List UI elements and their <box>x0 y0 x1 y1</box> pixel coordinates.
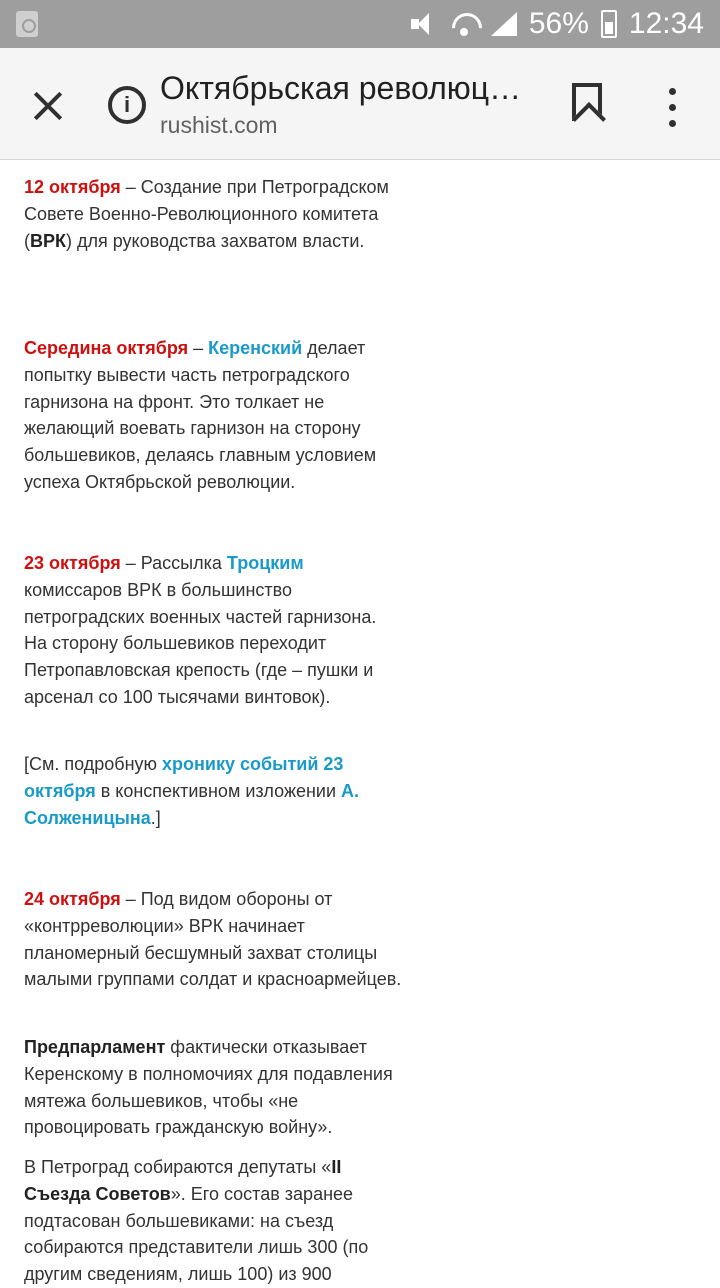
page-url: rushist.com <box>160 112 278 138</box>
page-title: Октябрьская революц… <box>160 70 522 106</box>
paragraph-text: ». Его состав заранее подтасован большевиками: на съезд собираются представители лишь 300 (по другим сведениям, лишь 100) из 900 <box>24 1183 369 1285</box>
preparliament-bold: Предпарламент <box>24 1037 166 1057</box>
paragraph-mid-october <box>24 335 404 496</box>
date-label: Середина октября <box>24 338 189 358</box>
paragraph-preparliament <box>24 1034 404 1141</box>
paragraph-text: – Создание при Петроградском Совете Военно-Революционного комитета ( <box>24 177 389 251</box>
paragraph-text: .] <box>150 807 161 828</box>
status-bar <box>0 0 720 48</box>
wifi-icon <box>449 10 479 38</box>
date-label: 23 октября <box>24 553 121 573</box>
paragraph-text: делает попытку вывести часть петроградского гарнизона на фронт. Это толкает не желающий воевать гарнизон на сторону большевиков, делаясь главным условием успеха Октябрьской революции. <box>24 338 377 492</box>
overflow-menu-icon[interactable] <box>660 88 686 128</box>
battery-icon <box>601 10 617 38</box>
date-label: 12 октября <box>24 177 121 197</box>
custom-tab-toolbar <box>0 48 720 160</box>
paragraph-text: ) для руководства захватом власти. <box>66 230 365 251</box>
link-chronicle-23-october[interactable]: хронику событий 23 октября <box>24 754 344 801</box>
paragraph-text: В Петроград собираются депутаты « <box>24 1157 332 1177</box>
link-solzhenitsyn[interactable]: А. Солженицына <box>24 780 360 828</box>
close-icon[interactable] <box>26 84 70 128</box>
paragraph-text: – <box>188 338 209 358</box>
paragraph-text: комиссаров ВРК в большинство петроградских военных частей гарнизона. На сторону большевиков переходит Петропавловская крепость (где – пушки и арсенал со 100 тысячами винтовок). <box>24 579 377 707</box>
signal-icon <box>491 10 517 38</box>
status-indicators <box>409 0 704 48</box>
mute-icon <box>409 10 437 38</box>
recycle-notification-icon <box>16 11 38 37</box>
clock: 12:34 <box>628 7 704 40</box>
link-trotsky[interactable]: Троцким <box>226 553 304 573</box>
paragraph-congress <box>24 1154 404 1288</box>
congress-bold: II Съезда Советов <box>24 1157 342 1204</box>
link-kerensky[interactable]: Керенский <box>208 338 303 358</box>
paragraph-see-chronicle <box>24 751 404 831</box>
paragraph-text: фактически отказывает Керенскому в полномочиях для подавления мятежа большевиков, чтобы «не провоцировать гражданскую войну». <box>24 1037 393 1138</box>
battery-percent: 56% <box>528 7 589 40</box>
paragraph-text: – Под видом обороны от «контрреволюции» ВРК начинает планомерный бесшумный захват столицы малыми группами солдат и красноармейцев. <box>24 889 402 990</box>
vrk-bold: ВРК <box>30 230 66 251</box>
paragraph-text: – Рассылка <box>120 553 227 573</box>
paragraph-12-october <box>24 174 404 254</box>
date-label: 24 октября <box>24 889 121 909</box>
info-icon[interactable]: i <box>108 86 146 124</box>
paragraph-24-october <box>24 886 404 993</box>
bookmark-icon[interactable] <box>572 83 602 123</box>
paragraph-text: в конспективном изложении <box>95 780 342 801</box>
paragraph-23-october <box>24 550 404 711</box>
paragraph-text: [См. подробную <box>24 754 163 774</box>
